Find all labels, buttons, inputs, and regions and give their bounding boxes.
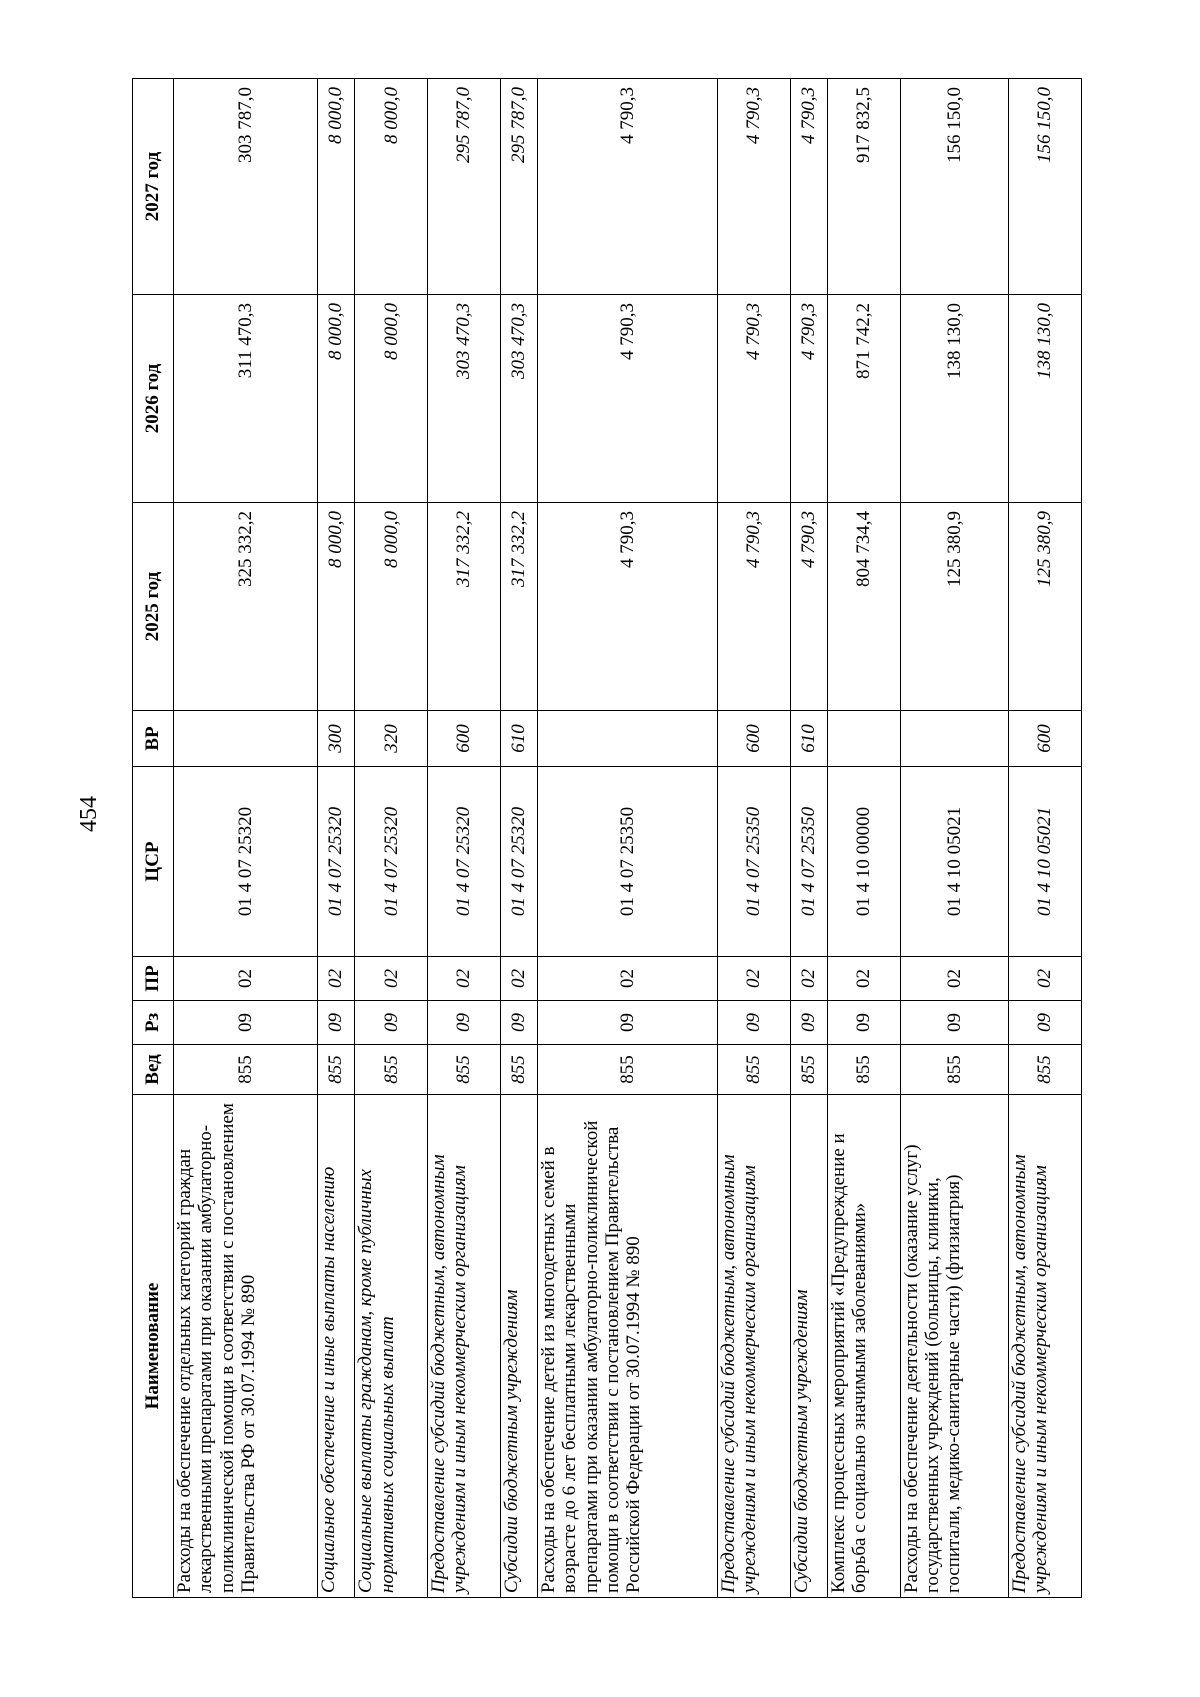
name-cell: Расходы на обеспечение отдельных категорий граждан лекарственными препаратами при оказании амбулаторно-поликлинической помощи в соответствии с постановлением Правительства РФ от 30.07.1994 № 890: [174, 1095, 318, 1598]
table-row: [717, 79, 790, 1598]
ved-cell: 855: [900, 1045, 1008, 1095]
name-cell: Субсидии бюджетным учреждениям: [500, 1095, 537, 1598]
table-row: [538, 79, 718, 1598]
vr-cell: [900, 711, 1008, 767]
pr-cell: 02: [827, 957, 900, 1001]
rz-cell: 09: [1009, 1001, 1082, 1045]
csr-cell: 01 4 07 25350: [717, 767, 790, 957]
rz-cell: 09: [174, 1001, 318, 1045]
budget-table-frame: [132, 79, 1082, 1598]
value-2025: 8 000,0: [355, 503, 428, 711]
rz-cell: 09: [355, 1001, 428, 1045]
vr-cell: [174, 711, 318, 767]
budget-table: [132, 78, 1082, 1598]
value-2027: 4 790,3: [790, 79, 827, 295]
table-row: [900, 79, 1008, 1598]
value-2025: 4 790,3: [717, 503, 790, 711]
value-2025: 4 790,3: [538, 503, 718, 711]
table-row: [355, 79, 428, 1598]
value-2027: 917 832,5: [827, 79, 900, 295]
name-cell: Расходы на обеспечение детей из многодетных семей в возрасте до 6 лет бесплатными лекарственными препаратами при оказании амбулаторно-поликлинической помощи в соответствии с постановлением Правительства Российской Федерации от 30.07.1994 № 890: [538, 1095, 718, 1598]
value-2026: 138 130,0: [1009, 295, 1082, 503]
table-row: [1009, 79, 1082, 1598]
value-2026: 303 470,3: [428, 295, 501, 503]
pr-cell: 02: [900, 957, 1008, 1001]
vr-cell: 600: [1009, 711, 1082, 767]
value-2026: 4 790,3: [538, 295, 718, 503]
header-csr: ЦСР: [133, 767, 174, 957]
rz-cell: 09: [318, 1001, 355, 1045]
vr-cell: 300: [318, 711, 355, 767]
csr-cell: 01 4 07 25320: [318, 767, 355, 957]
value-2027: 156 150,0: [1009, 79, 1082, 295]
value-2025: 4 790,3: [790, 503, 827, 711]
value-2026: 8 000,0: [355, 295, 428, 503]
value-2027: 295 787,0: [428, 79, 501, 295]
ved-cell: 855: [428, 1045, 501, 1095]
page-number: 454: [76, 796, 102, 832]
pr-cell: 02: [790, 957, 827, 1001]
value-2025: 325 332,2: [174, 503, 318, 711]
vr-cell: [827, 711, 900, 767]
header-pr: ПР: [133, 957, 174, 1001]
name-cell: Предоставление субсидий бюджетным, автономным учреждениям и иным некоммерческим организациям: [428, 1095, 501, 1598]
name-cell: Расходы на обеспечение деятельности (оказание услуг) государственных учреждений (больницы, клиники, госпитали, медико-санитарные части) (фтизиатрия): [900, 1095, 1008, 1598]
value-2025: 125 380,9: [900, 503, 1008, 711]
vr-cell: 320: [355, 711, 428, 767]
csr-cell: 01 4 10 05021: [900, 767, 1008, 957]
header-2026: 2026 год: [133, 295, 174, 503]
rz-cell: 09: [790, 1001, 827, 1045]
value-2026: 8 000,0: [318, 295, 355, 503]
value-2027: 8 000,0: [355, 79, 428, 295]
csr-cell: 01 4 07 25320: [428, 767, 501, 957]
header-2027: 2027 год: [133, 79, 174, 295]
rz-cell: 09: [827, 1001, 900, 1045]
csr-cell: 01 4 07 25320: [500, 767, 537, 957]
name-cell: Предоставление субсидий бюджетным, автономным учреждениям и иным некоммерческим организациям: [1009, 1095, 1082, 1598]
value-2026: 4 790,3: [790, 295, 827, 503]
name-cell: Субсидии бюджетным учреждениям: [790, 1095, 827, 1598]
csr-cell: 01 4 10 05021: [1009, 767, 1082, 957]
ved-cell: 855: [827, 1045, 900, 1095]
ved-cell: 855: [790, 1045, 827, 1095]
table-row: [318, 79, 355, 1598]
pr-cell: 02: [1009, 957, 1082, 1001]
value-2026: 311 470,3: [174, 295, 318, 503]
pr-cell: 02: [174, 957, 318, 1001]
name-cell: Социальное обеспечение и иные выплаты населению: [318, 1095, 355, 1598]
table-body: [174, 79, 1082, 1598]
table-row: [790, 79, 827, 1598]
name-cell: Предоставление субсидий бюджетным, автономным учреждениям и иным некоммерческим организациям: [717, 1095, 790, 1598]
header-vr: ВР: [133, 711, 174, 767]
value-2025: 317 332,2: [428, 503, 501, 711]
vr-cell: 600: [717, 711, 790, 767]
ved-cell: 855: [717, 1045, 790, 1095]
pr-cell: 02: [717, 957, 790, 1001]
header-2025: 2025 год: [133, 503, 174, 711]
table-row: [428, 79, 501, 1598]
value-2027: 303 787,0: [174, 79, 318, 295]
ved-cell: 855: [174, 1045, 318, 1095]
value-2027: 8 000,0: [318, 79, 355, 295]
vr-cell: 600: [428, 711, 501, 767]
value-2025: 125 380,9: [1009, 503, 1082, 711]
value-2027: 4 790,3: [717, 79, 790, 295]
value-2025: 804 734,4: [827, 503, 900, 711]
csr-cell: 01 4 10 00000: [827, 767, 900, 957]
rz-cell: 09: [900, 1001, 1008, 1045]
header-name: Наименование: [133, 1095, 174, 1598]
value-2026: 303 470,3: [500, 295, 537, 503]
header-ved: Вед: [133, 1045, 174, 1095]
value-2027: 4 790,3: [538, 79, 718, 295]
header-rz: Рз: [133, 1001, 174, 1045]
ved-cell: 855: [318, 1045, 355, 1095]
ved-cell: 855: [538, 1045, 718, 1095]
rz-cell: 09: [538, 1001, 718, 1045]
value-2026: 4 790,3: [717, 295, 790, 503]
table-row: [174, 79, 318, 1598]
pr-cell: 02: [355, 957, 428, 1001]
vr-cell: [538, 711, 718, 767]
pr-cell: 02: [428, 957, 501, 1001]
rz-cell: 09: [500, 1001, 537, 1045]
vr-cell: 610: [790, 711, 827, 767]
value-2027: 295 787,0: [500, 79, 537, 295]
value-2026: 871 742,2: [827, 295, 900, 503]
value-2025: 8 000,0: [318, 503, 355, 711]
csr-cell: 01 4 07 25320: [355, 767, 428, 957]
ved-cell: 855: [355, 1045, 428, 1095]
ved-cell: 855: [1009, 1045, 1082, 1095]
table-row: [827, 79, 900, 1598]
value-2027: 156 150,0: [900, 79, 1008, 295]
csr-cell: 01 4 07 25350: [538, 767, 718, 957]
pr-cell: 02: [318, 957, 355, 1001]
ved-cell: 855: [500, 1045, 537, 1095]
rz-cell: 09: [428, 1001, 501, 1045]
value-2025: 317 332,2: [500, 503, 537, 711]
pr-cell: 02: [538, 957, 718, 1001]
name-cell: Социальные выплаты гражданам, кроме публичных нормативных социальных выплат: [355, 1095, 428, 1598]
rz-cell: 09: [717, 1001, 790, 1045]
vr-cell: 610: [500, 711, 537, 767]
table-row: [500, 79, 537, 1598]
csr-cell: 01 4 07 25350: [790, 767, 827, 957]
name-cell: Комплекс процессных мероприятий «Предупреждение и борьба с социально значимыми заболеваниями»: [827, 1095, 900, 1598]
csr-cell: 01 4 07 25320: [174, 767, 318, 957]
value-2026: 138 130,0: [900, 295, 1008, 503]
table-header-row: [133, 79, 174, 1598]
pr-cell: 02: [500, 957, 537, 1001]
